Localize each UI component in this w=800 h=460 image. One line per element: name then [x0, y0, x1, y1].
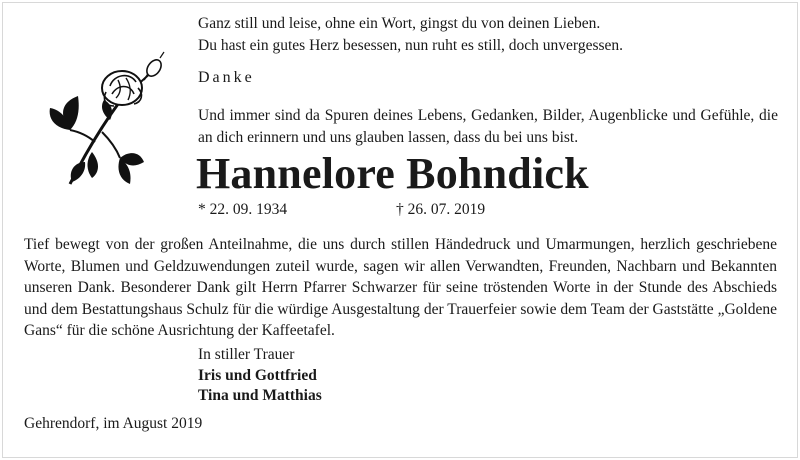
death-date: † 26. 07. 2019: [396, 201, 486, 218]
place-and-date: Gehrendorf, im August 2019: [24, 415, 203, 432]
thanks-paragraph: Tief bewegt von der großen Anteilnahme, die uns durch stillen Händedruck und Umarmungen, herzlich geschriebene Worte, Blumen und Geldzuwendungen zuteil wurde, sagen wir allen Verwandten, Freunden, Nachbarn und Bekannten unseren Dank. Besonderer Dank gilt Herrn Pfarrer Schwarzer für seine tröstenden Worte in der Stunde des Abschieds und dem Bestattungshaus Schulz für die würdige Ausgestaltung der Trauerfeier sowie dem Team der Gaststätte „Goldene Gans“ für die schöne Ausrichtung der Kaffeetafel.: [24, 236, 777, 339]
birth-date: * 22. 09. 1934: [198, 201, 288, 218]
poem: [198, 13, 788, 57]
signature-name: Iris und Gottfried: [198, 366, 317, 384]
poem-line: Ganz still und leise, ohne ein Wort, gingst du von deinen Lieben.: [198, 15, 601, 32]
memorial-quote: Und immer sind da Spuren deines Lebens, Gedanken, Bilder, Augenblicke und Gefühle, die an dich erinnern und uns glauben lassen, dass du bei uns bist.: [198, 107, 778, 146]
signature-intro: In stiller Trauer: [198, 346, 295, 363]
deceased-name: Hannelore Bohndick: [196, 149, 589, 198]
signature-name: Tina und Matthias: [198, 387, 322, 404]
signature-block: [198, 345, 322, 407]
rose-icon: [40, 44, 170, 194]
poem-line: Du hast ein gutes Herz besessen, nun ruht es still, doch unvergessen.: [198, 37, 624, 54]
thanks-heading: Danke: [198, 69, 255, 86]
